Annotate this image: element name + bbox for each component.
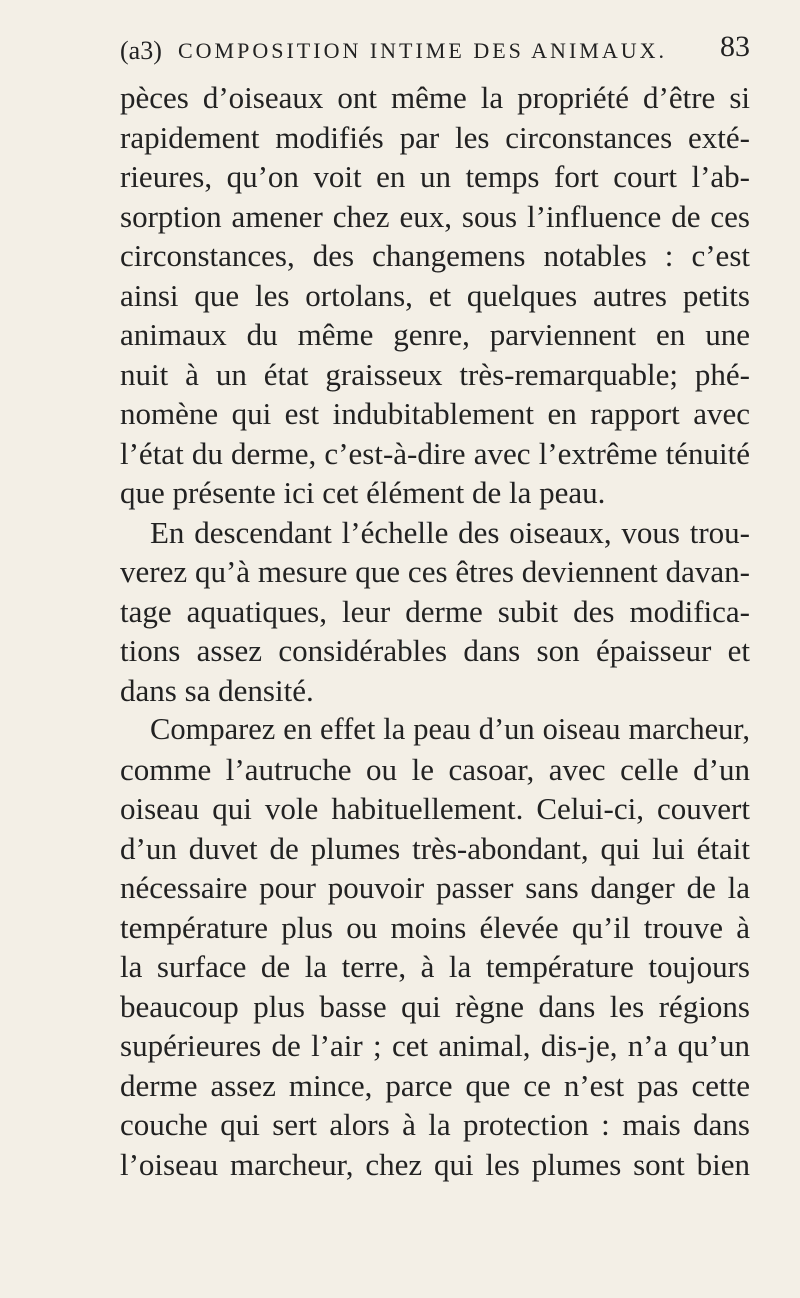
- text-line: nomène qui est indubitablement en rapport avec: [120, 396, 750, 431]
- text-line: tions assez considérables dans son épaisseur et: [120, 633, 750, 668]
- text-line: rieures, qu’on voit en un temps fort court l’ab-: [120, 159, 750, 194]
- text-line: nécessaire pour pouvoir passer sans danger de la: [120, 870, 750, 905]
- running-title: COMPOSITION INTIME DES ANIMAUX.: [178, 38, 667, 63]
- text-line: couche qui sert alors à la protection : mais dans: [120, 1107, 750, 1142]
- text-line: verez qu’à mesure que ces êtres deviennent davan-: [120, 554, 750, 589]
- text-line: pèces d’oiseaux ont même la propriété d’être si: [120, 80, 750, 115]
- text-line: sorption amener chez eux, sous l’influence de ces: [120, 198, 750, 234]
- text-line: la surface de la terre, à la température toujours: [120, 949, 750, 984]
- text-line: l’état du derme, c’est-à-dire avec l’extrême ténuité: [120, 435, 750, 471]
- paragraph-end-line: que présente ici cet élément de la peau.: [120, 475, 606, 510]
- body-text: [120, 78, 750, 1184]
- text-line: d’un duvet de plumes très-abondant, qui lui était: [120, 830, 750, 866]
- text-line: circonstances, des changemens notables : c’est: [120, 238, 750, 273]
- signature-mark: (a3): [120, 36, 162, 65]
- paragraph-end-line: dans sa densité.: [120, 672, 314, 708]
- text-line: oiseau qui vole habituellement. Celui-ci, couvert: [120, 791, 750, 826]
- text-line: ainsi que les ortolans, et quelques autres petits: [120, 277, 750, 313]
- text-line: derme assez mince, parce que ce n’est pas cette: [120, 1067, 750, 1103]
- text-line: nuit à un état graisseux très-remarquable; phé-: [120, 356, 750, 392]
- text-line: rapidement modifiés par les circonstances exté-: [120, 119, 750, 155]
- text-line: beaucoup plus basse qui règne dans les régions: [120, 988, 750, 1024]
- page-number: 83: [720, 30, 750, 63]
- text-line: supérieures de l’air ; cet animal, dis-je, n’a qu’un: [120, 1028, 750, 1063]
- text-line: comme l’autruche ou le casoar, avec celle d’un: [120, 751, 750, 787]
- page-header: [120, 30, 750, 70]
- text-line: tage aquatiques, leur derme subit des modifica-: [120, 593, 750, 629]
- paragraph-start-line: En descendant l’échelle des oiseaux, vous trou-: [150, 514, 750, 550]
- text-line: l’oiseau marcheur, chez qui les plumes sont bien: [120, 1146, 750, 1182]
- text-line: animaux du même genre, parviennent en une: [120, 317, 750, 352]
- paragraph-start-line: Comparez en effet la peau d’un oiseau marcheur,: [150, 712, 750, 746]
- text-line: température plus ou moins élevée qu’il trouve à: [120, 909, 750, 945]
